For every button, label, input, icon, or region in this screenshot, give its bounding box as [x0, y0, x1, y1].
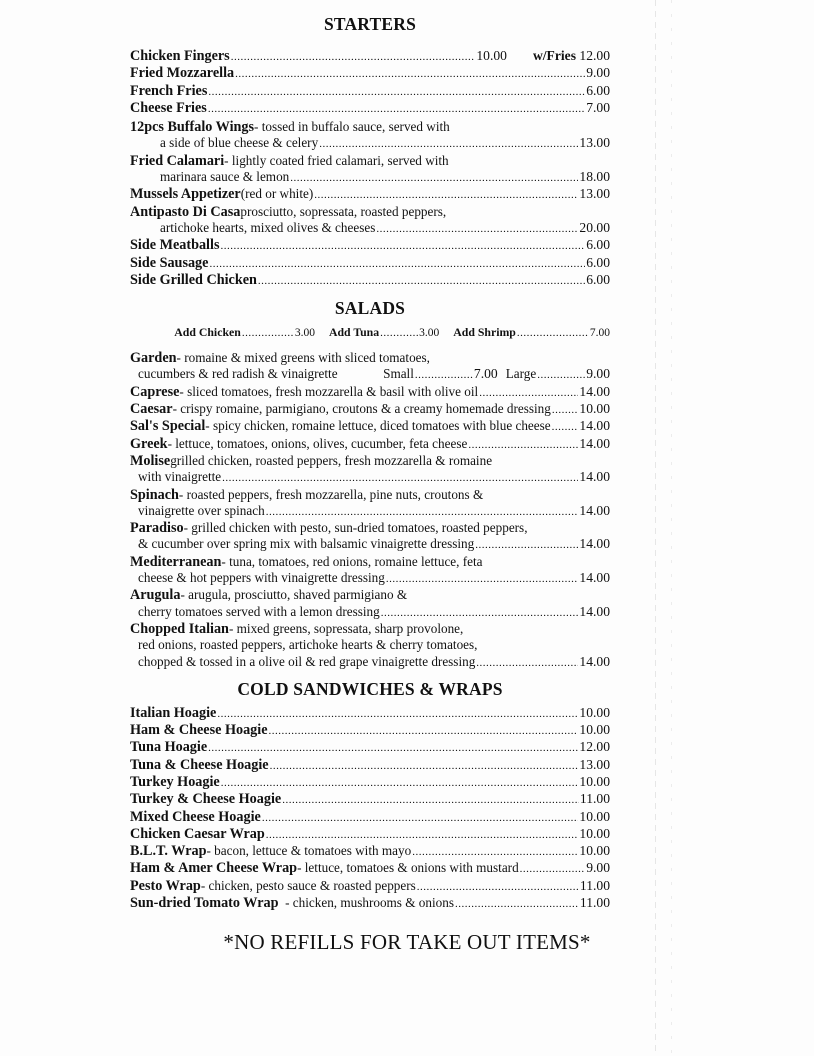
size-small-label: Small [383, 366, 414, 382]
size-small-price: 7.00 [473, 366, 498, 382]
item-description: - grilled chicken with pesto, sun-dried tomatoes, roasted peppers, [183, 520, 528, 536]
dot-leader [412, 843, 578, 860]
item-description: - tossed in buffalo sauce, served with [254, 119, 450, 135]
item-description: cheese & hot peppers with vinaigrette dressing [138, 570, 385, 586]
item-description: a side of blue cheese & celery [160, 135, 319, 151]
item-name: Mediterranean [130, 553, 222, 570]
item-name: Sal's Special [130, 418, 206, 435]
item-name: Sun-dried Tomato Wrap [130, 895, 279, 912]
dot-leader [415, 366, 473, 383]
item-price: 13.00 [579, 186, 610, 202]
menu-item [130, 384, 610, 401]
dot-leader [455, 895, 579, 912]
dot-leader [537, 366, 585, 383]
dot-leader [314, 186, 578, 203]
item-price: 20.00 [579, 219, 610, 235]
menu-content [130, 10, 610, 912]
dot-leader [222, 469, 578, 486]
item-name: Side Meatballs [130, 237, 220, 254]
item-price: 11.00 [579, 895, 610, 911]
item-description: - tuna, tomatoes, red onions, romaine lettuce, feta [221, 553, 483, 569]
menu-item [130, 401, 610, 418]
menu-item [130, 350, 610, 384]
menu-item [130, 204, 610, 238]
addon-name: Add Chicken [174, 325, 241, 340]
item-name: French Fries [130, 82, 208, 99]
item-price: 13.00 [579, 756, 610, 772]
item-price: 10.00 [579, 722, 610, 738]
dot-leader [235, 65, 585, 82]
menu-item [130, 83, 610, 100]
item-price: 14.00 [579, 603, 610, 619]
menu-item [130, 860, 610, 877]
item-price: 13.00 [579, 135, 610, 151]
size-options [383, 366, 610, 383]
dot-leader [479, 384, 578, 401]
item-name: Caprese [130, 383, 180, 400]
item-description: - spicy chicken, romaine lettuce, diced tomatoes with blue cheese [205, 418, 551, 434]
item-name: 12pcs Buffalo Wings [130, 119, 255, 136]
menu-item [130, 587, 610, 621]
menu-item [130, 826, 610, 843]
addon-price: 3.00 [419, 327, 440, 340]
menu-item [130, 119, 610, 153]
menu-item [130, 878, 610, 895]
item-description: vinaigrette over spinach [138, 502, 265, 518]
item-price: 11.00 [579, 791, 610, 807]
item-description: chopped & tossed in a olive oil & red grape vinaigrette dressing [138, 653, 476, 669]
item-description: red onions, roasted peppers, artichoke hearts & cherry tomatoes, [138, 637, 478, 653]
menu-item [130, 774, 610, 791]
item-name: Pesto Wrap [130, 877, 201, 894]
extra-label: w/Fries [532, 48, 576, 63]
dot-leader [270, 757, 579, 774]
addon-name: Add Tuna [328, 325, 380, 340]
item-price: 9.00 [586, 65, 610, 81]
item-name: Chicken Fingers [130, 48, 230, 64]
item-name: Paradiso [130, 520, 184, 537]
item-description: - chicken, pesto sauce & roasted peppers [200, 877, 416, 893]
item-name: Arugula [130, 587, 181, 604]
menu-item [130, 705, 610, 722]
dot-leader [266, 503, 579, 520]
item-price: 12.00 [579, 739, 610, 755]
item-price: 9.00 [586, 860, 610, 876]
dot-leader [266, 826, 579, 843]
dot-leader [290, 169, 578, 186]
dot-leader [231, 48, 476, 65]
item-name: Garden [130, 350, 177, 367]
menu-item [130, 65, 610, 82]
dot-leader [520, 860, 586, 877]
menu-item [130, 100, 610, 117]
section-title-starters: STARTERS [323, 14, 417, 34]
dot-leader [417, 878, 579, 895]
item-name: Caesar [130, 401, 173, 418]
item-name: Chopped Italian [130, 620, 229, 637]
menu-item [130, 453, 610, 487]
item-name: Side Sausage [130, 254, 209, 271]
item-price: 14.00 [579, 435, 610, 451]
item-price: 6.00 [586, 237, 610, 253]
addon-item [329, 325, 439, 340]
menu-item [130, 843, 610, 860]
item-name: Italian Hoagie [130, 704, 217, 721]
item-description: & cucumber over spring mix with balsamic vinaigrette dressing [138, 536, 475, 552]
menu-item [130, 757, 610, 774]
item-price: 10.00 [476, 48, 507, 63]
item-description: grilled chicken, roasted peppers, fresh mozzarella & romaine [170, 452, 493, 468]
item-price: 10.00 [579, 401, 610, 417]
item-description: with vinaigrette [138, 469, 222, 485]
item-name: Side Grilled Chicken [130, 271, 257, 288]
size-large-price: 9.00 [586, 366, 610, 382]
menu-item [130, 791, 610, 808]
item-description: - romaine & mixed greens with sliced tomatoes, [176, 350, 430, 366]
addon-item [174, 325, 315, 340]
salad-addons [130, 325, 610, 340]
dot-leader [209, 255, 585, 272]
menu-item [130, 153, 610, 187]
dot-leader [217, 705, 578, 722]
dot-leader [208, 83, 585, 100]
dot-leader [386, 570, 579, 587]
item-description: - crispy romaine, parmigiano, croutons & a creamy homemade dressing [172, 401, 551, 417]
item-description: prosciutto, sopressata, roasted peppers, [240, 203, 447, 219]
item-price: 10.00 [579, 808, 610, 824]
item-price: 18.00 [579, 169, 610, 185]
item-description: - sliced tomatoes, fresh mozzarella & basil with olive oil [179, 383, 479, 399]
addon-price: 7.00 [589, 327, 610, 340]
item-description: - roasted peppers, fresh mozzarella, pine nuts, croutons & [178, 486, 484, 502]
menu-item [130, 520, 610, 554]
dot-leader [552, 401, 579, 418]
item-name: Ham & Cheese Hoagie [130, 722, 268, 739]
dot-leader [208, 739, 578, 756]
item-name: B.L.T. Wrap [130, 843, 207, 860]
menu-item [130, 436, 610, 453]
item-name: Chicken Caesar Wrap [130, 825, 265, 842]
item-price: 6.00 [586, 271, 610, 287]
item-description: - chicken, mushrooms & onions [278, 895, 454, 911]
dot-leader [221, 774, 579, 791]
item-description: cherry tomatoes served with a lemon dressing [138, 603, 380, 619]
scan-fold-line [671, 0, 672, 1056]
item-price: 14.00 [579, 536, 610, 552]
item-name: Cheese Fries [130, 99, 207, 116]
item-price: 14.00 [579, 418, 610, 434]
item-name: Tuna & Cheese Hoagie [130, 756, 269, 773]
item-description: marinara sauce & lemon [160, 169, 290, 185]
item-description: - lettuce, tomatoes, onions, olives, cucumber, feta cheese [167, 435, 468, 451]
dot-leader [380, 327, 418, 339]
scan-fold-line [655, 0, 656, 1056]
dot-leader [262, 809, 579, 826]
item-extra [533, 48, 610, 64]
dot-leader [319, 135, 578, 152]
item-price: 11.00 [579, 877, 610, 893]
section-title-salads: SALADS [334, 298, 406, 319]
section-title-cold-sandwiches: COLD SANDWICHES & WRAPS [237, 678, 503, 699]
dot-leader [376, 220, 578, 237]
item-description: artichoke hearts, mixed olives & cheeses [160, 219, 376, 235]
item-name: Mussels Appetizer [130, 186, 241, 203]
item-price: 7.00 [586, 99, 610, 115]
menu-item [130, 895, 610, 912]
dot-leader [468, 436, 578, 453]
item-name: Tuna Hoagie [130, 739, 208, 756]
addon-name: Add Shrimp [453, 325, 516, 340]
item-name: Ham & Amer Cheese Wrap [130, 860, 298, 877]
addon-item [453, 325, 610, 340]
menu-item [130, 722, 610, 739]
dot-leader [258, 272, 585, 289]
item-price: 14.00 [579, 383, 610, 399]
item-description: - lightly coated fried calamari, served with [224, 152, 449, 168]
addon-price: 3.00 [294, 327, 315, 340]
dot-leader [475, 536, 578, 553]
item-name: Spinach [130, 486, 179, 503]
item-name: Greek [130, 435, 168, 452]
item-price: 14.00 [579, 570, 610, 586]
menu-item [130, 809, 610, 826]
item-name: Antipasto Di Casa [130, 203, 241, 220]
dot-leader [242, 327, 294, 339]
menu-item [130, 272, 610, 289]
menu-item [130, 255, 610, 272]
dot-leader [552, 418, 579, 435]
dot-leader [282, 791, 579, 808]
item-name: Turkey Hoagie [130, 773, 220, 790]
dot-leader [208, 100, 585, 117]
menu-item [130, 487, 610, 521]
item-name: Molise [130, 452, 171, 469]
item-price: 14.00 [579, 502, 610, 518]
item-name: Turkey & Cheese Hoagie [130, 791, 282, 808]
item-price: 10.00 [579, 825, 610, 841]
item-description: (red or white) [240, 186, 314, 202]
menu-item [130, 418, 610, 435]
item-price: 6.00 [586, 82, 610, 98]
item-description: cucumbers & red radish & vinaigrette [138, 366, 338, 382]
item-description: - arugula, prosciutto, shaved parmigiano & [180, 587, 408, 603]
item-name: Mixed Cheese Hoagie [130, 808, 261, 825]
dot-leader [381, 604, 579, 621]
takeout-notice: *NO REFILLS FOR TAKE OUT ITEMS* [223, 930, 591, 954]
dot-leader [269, 722, 579, 739]
item-description: - bacon, lettuce & tomatoes with mayo [206, 843, 412, 859]
menu-item [130, 237, 610, 254]
item-price: 10.00 [579, 843, 610, 859]
item-name: Fried Mozzarella [130, 65, 235, 82]
item-description: - lettuce, tomatoes & onions with mustard [297, 860, 519, 876]
menu-item [130, 48, 610, 65]
item-description: - mixed greens, sopressata, sharp provolone, [228, 620, 464, 636]
menu-item [130, 621, 610, 671]
menu-item [130, 739, 610, 756]
item-price: 14.00 [579, 653, 610, 669]
extra-price: 12.00 [579, 48, 610, 63]
item-price: 10.00 [579, 773, 610, 789]
item-name: Fried Calamari [130, 152, 225, 169]
item-price: 14.00 [579, 469, 610, 485]
dot-leader [476, 654, 578, 671]
item-price: 10.00 [579, 704, 610, 720]
dot-leader [220, 237, 585, 254]
menu-item [130, 554, 610, 588]
menu-item [130, 186, 610, 203]
size-large-label: Large [505, 366, 537, 382]
item-price: 6.00 [586, 254, 610, 270]
dot-leader [517, 327, 589, 339]
